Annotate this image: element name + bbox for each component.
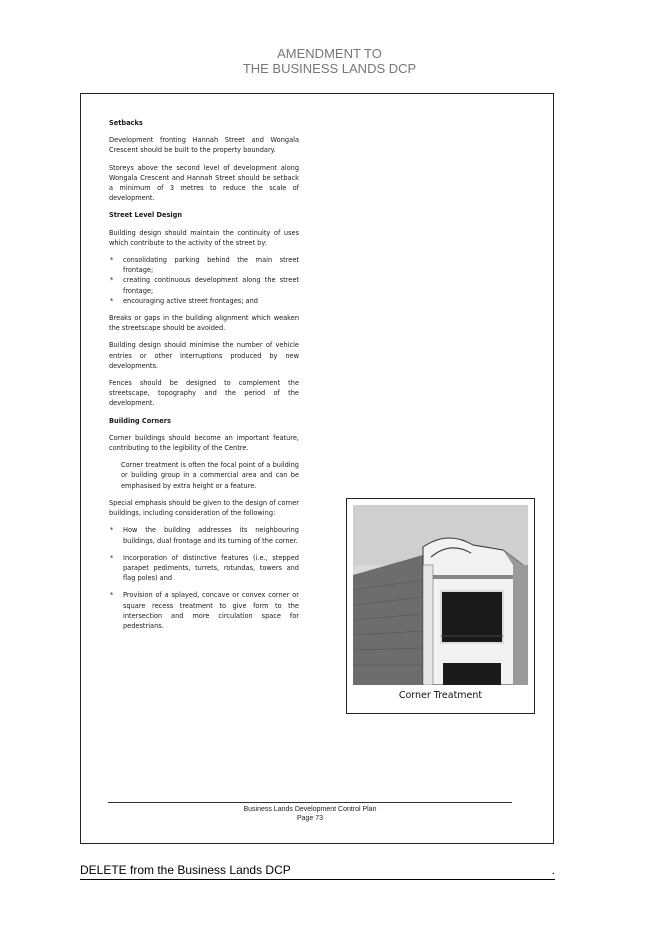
corners-paragraph-2: Special emphasis should be given to the design of corner buildings, including consideration of the following: (109, 498, 299, 518)
delete-instruction (80, 863, 555, 880)
setbacks-paragraph-1: Development fronting Hannah Street and Wongala Crescent should be built to the property boundary. (109, 136, 299, 155)
street-level-paragraph-3: Building design should minimise the number of vehicle entries or other interruptions produced by new developments. (109, 341, 299, 370)
list-item: * How the building addresses its neighbouring buildings, dual frontage and its turning of the corner. (109, 525, 299, 545)
setbacks-heading: Setbacks (109, 119, 143, 127)
delete-instruction-trailing: . (551, 863, 555, 877)
delete-instruction-text: DELETE from the Business Lands DCP (80, 863, 291, 877)
list-item: * Incorporation of distinctive features (i.e., stepped parapet pediments, turrets, rotundas, towers and flag poles) and (109, 553, 299, 584)
street-level-paragraph-1: Building design should maintain the continuity of uses which contribute to the activity of the street by: (109, 228, 299, 247)
list-item: * consolidating parking behind the main street frontage; (109, 255, 299, 275)
setbacks-paragraph-2: Storeys above the second level of development along Wongala Crescent and Hannah Street should be setback a minimum of 3 metres to reduce the scale of development. (109, 163, 299, 203)
header-line-2: THE BUSINESS LANDS DCP (242, 61, 417, 76)
corners-indented-note: Corner treatment is often the focal point of a building or building group in a commercial area and can be emphasised by extra height or a feature. (121, 461, 299, 490)
page-number: Page 73 (296, 815, 324, 822)
list-item: * Provision of a splayed, concave or convex corner or square recess treatment to give form to the intersection and more circulation space for pedestrians. (109, 590, 299, 631)
corner-treatment-figure (346, 498, 535, 714)
footer-title: Business Lands Development Control Plan (243, 806, 377, 813)
footer-divider (108, 802, 512, 803)
list-item: * encouraging active street frontages; and (109, 296, 299, 306)
street-level-paragraph-4: Fences should be designed to complement the streetscape, topography and the period of the development. (109, 379, 299, 408)
corner-building-photo (353, 505, 528, 685)
corners-bullets (109, 525, 299, 631)
amendment-header (0, 46, 659, 76)
street-level-paragraph-2: Breaks or gaps in the building alignment which weaken the streetscape should be avoided. (109, 314, 299, 333)
page-footer (108, 805, 512, 823)
street-level-heading: Street Level Design (109, 211, 183, 220)
header-line-1: AMENDMENT TO (277, 46, 382, 61)
page-text-column (109, 118, 299, 638)
building-corners-heading: Building Corners (109, 416, 171, 425)
scanned-page (80, 93, 554, 844)
street-level-bullets (109, 255, 299, 306)
figure-caption: Corner Treatment (398, 690, 483, 701)
list-item: * creating continuous development along the street frontage; (109, 275, 299, 295)
corners-paragraph-1: Corner buildings should become an important feature, contributing to the legibility of the Centre. (109, 433, 299, 453)
